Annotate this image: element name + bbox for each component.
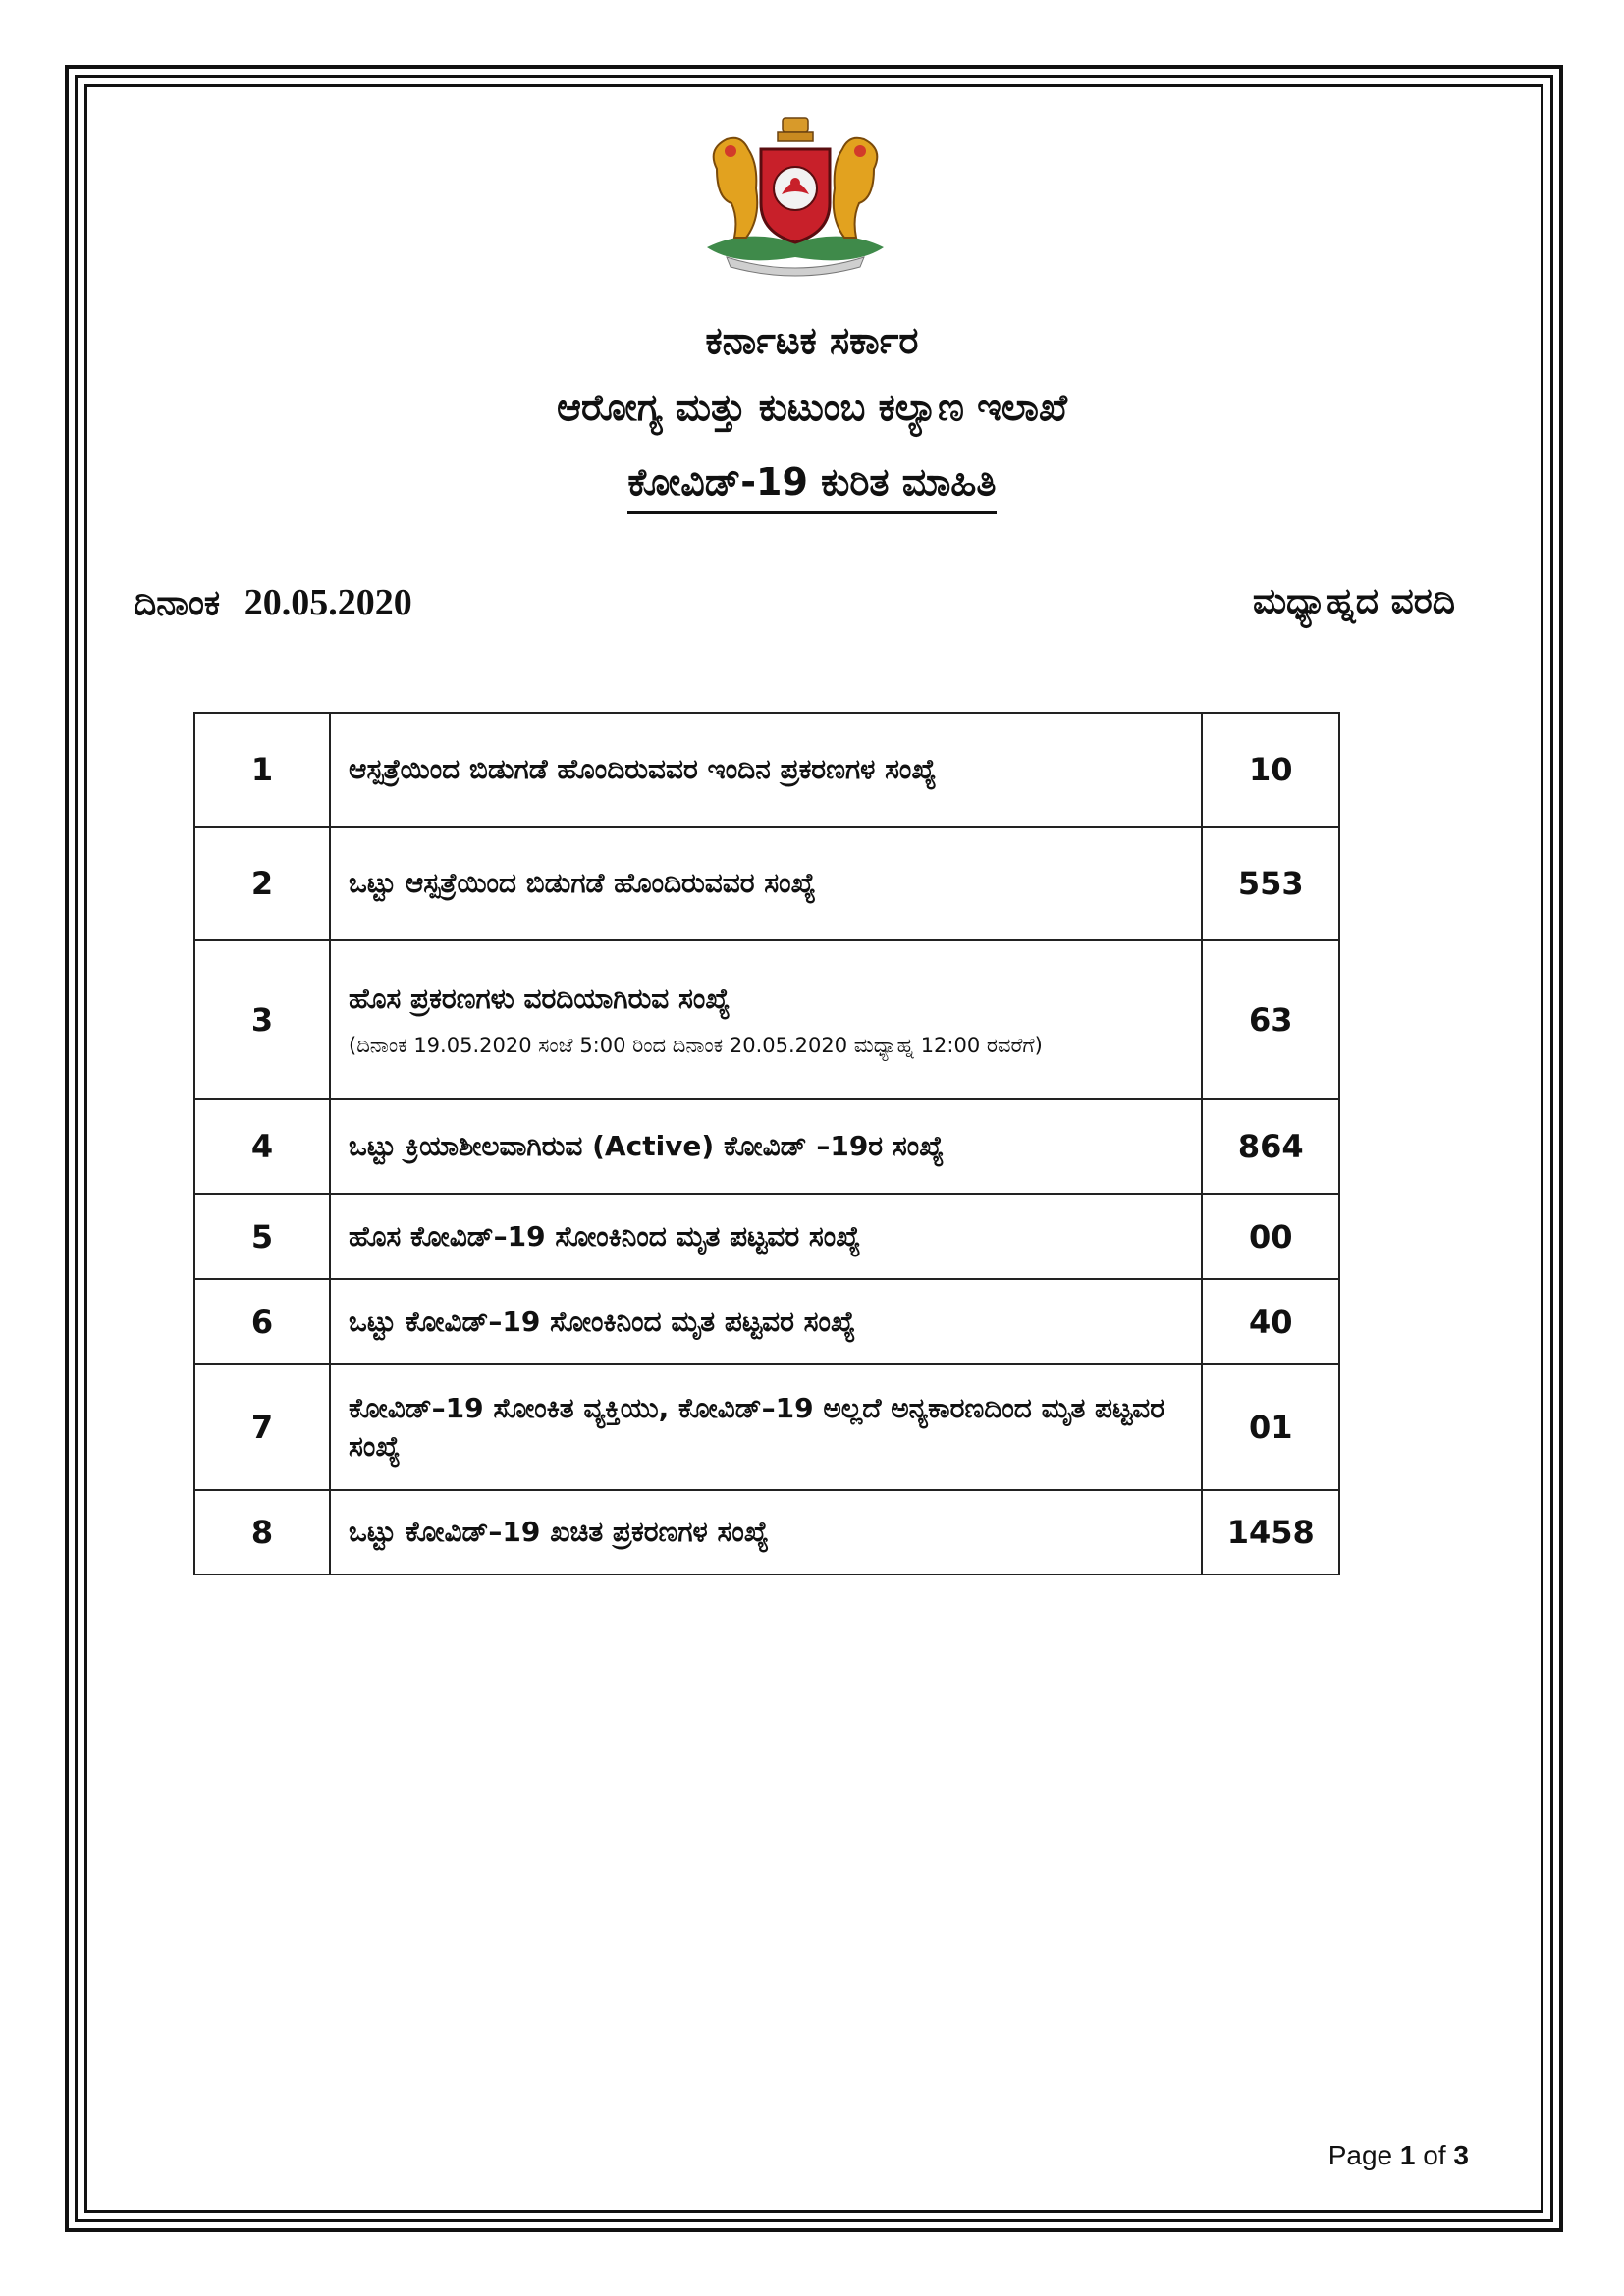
row-description: ಹೊಸ ಪ್ರಕರಣಗಳು ವರದಿಯಾಗಿರುವ ಸಂಖ್ಯೆ bbox=[349, 982, 731, 1015]
page-word: Page bbox=[1327, 2140, 1393, 2170]
page-number bbox=[1328, 2140, 1469, 2171]
row-value: 01 bbox=[1202, 1364, 1339, 1490]
serial-number: 4 bbox=[194, 1099, 330, 1194]
row-value: 864 bbox=[1202, 1099, 1339, 1194]
report-type: ಮಧ್ಯಾಹ್ನದ ವರದಿ bbox=[1252, 581, 1455, 621]
serial-number: 6 bbox=[194, 1279, 330, 1364]
serial-number: 5 bbox=[194, 1194, 330, 1279]
row-note: (ದಿನಾಂಕ 19.05.2020 ಸಂಜೆ 5:00 ರಿಂದ ದಿನಾಂಕ 20.05.2020 ಮಧ್ಯಾಹ್ನ 12:00 ರವರೆಗೆ) bbox=[349, 1033, 1043, 1057]
table-row bbox=[194, 940, 1339, 1099]
row-value: 1458 bbox=[1202, 1490, 1339, 1575]
serial-number: 7 bbox=[194, 1364, 330, 1490]
serial-number: 1 bbox=[194, 713, 330, 827]
row-value: 63 bbox=[1202, 940, 1339, 1099]
row-description: ಹೊಸ ಕೋವಿಡ್–19 ಸೋಂಕಿನಿಂದ ಮೃತ ಪಟ್ಟವರ ಸಂಖ್ಯೆ bbox=[330, 1194, 1202, 1279]
date-value: 20.05.2020 bbox=[244, 582, 412, 623]
row-description: ಒಟ್ಟು ಕ್ರಿಯಾಶೀಲವಾಗಿರುವ (Active) ಕೋವಿಡ್ –19ರ ಸಂಖ್ಯೆ bbox=[330, 1099, 1202, 1194]
row-description: ಆಸ್ಪತ್ರೆಯಿಂದ ಬಿಡುಗಡೆ ಹೊಂದಿರುವವರ ಇಂದಿನ ಪ್ರಕರಣಗಳ ಸಂಖ್ಯೆ bbox=[330, 713, 1202, 827]
date-label: ದಿನಾಂಕ bbox=[134, 583, 221, 623]
page-total: 3 bbox=[1453, 2140, 1469, 2170]
serial-number: 3 bbox=[194, 940, 330, 1099]
page-current: 1 bbox=[1399, 2140, 1416, 2170]
date-block bbox=[134, 581, 412, 624]
table-row bbox=[194, 1279, 1339, 1364]
table-row bbox=[194, 1364, 1339, 1490]
covid-statistics-table bbox=[193, 712, 1340, 1575]
row-description: ಒಟ್ಟು ಕೋವಿಡ್–19 ಖಚಿತ ಪ್ರಕರಣಗಳ ಸಂಖ್ಯೆ bbox=[330, 1490, 1202, 1575]
government-name: ಕರ್ನಾಟಕ ಸರ್ಕಾರ bbox=[705, 319, 919, 362]
table-row bbox=[194, 827, 1339, 940]
serial-number: 2 bbox=[194, 827, 330, 940]
department-name: ಆರೋಗ್ಯ ಮತ್ತು ಕುಟುಂಬ ಕಲ್ಯಾಣ ಇಲಾಖೆ bbox=[556, 386, 1068, 429]
row-description: ಒಟ್ಟು ಕೋವಿಡ್–19 ಸೋಂಕಿನಿಂದ ಮೃತ ಪಟ್ಟವರ ಸಂಖ್ಯೆ bbox=[330, 1279, 1202, 1364]
of-word: of bbox=[1423, 2140, 1446, 2170]
document-title-text: ಕೋವಿಡ್-19 ಕುರಿತ ಮಾಹಿತಿ bbox=[627, 460, 996, 514]
row-value: 00 bbox=[1202, 1194, 1339, 1279]
table-row bbox=[194, 713, 1339, 827]
row-description: ಕೋವಿಡ್–19 ಸೋಂಕಿತ ವ್ಯಕ್ತಿಯು, ಕೋವಿಡ್–19 ಅಲ್ಲದೆ ಅನ್ಯಕಾರಣದಿಂದ ಮೃತ ಪಟ್ಟವರ ಸಂಖ್ಯೆ bbox=[330, 1364, 1202, 1490]
table-row bbox=[194, 1490, 1339, 1575]
table-row bbox=[194, 1099, 1339, 1194]
row-description-cell bbox=[330, 940, 1202, 1099]
row-value: 40 bbox=[1202, 1279, 1339, 1364]
karnataka-state-emblem-icon bbox=[687, 110, 903, 277]
row-value: 553 bbox=[1202, 827, 1339, 940]
document-title bbox=[0, 460, 1624, 504]
table-row bbox=[194, 1194, 1339, 1279]
serial-number: 8 bbox=[194, 1490, 330, 1575]
row-value: 10 bbox=[1202, 713, 1339, 827]
row-description: ಒಟ್ಟು ಆಸ್ಪತ್ರೆಯಿಂದ ಬಿಡುಗಡೆ ಹೊಂದಿರುವವರ ಸಂಖ್ಯೆ bbox=[330, 827, 1202, 940]
